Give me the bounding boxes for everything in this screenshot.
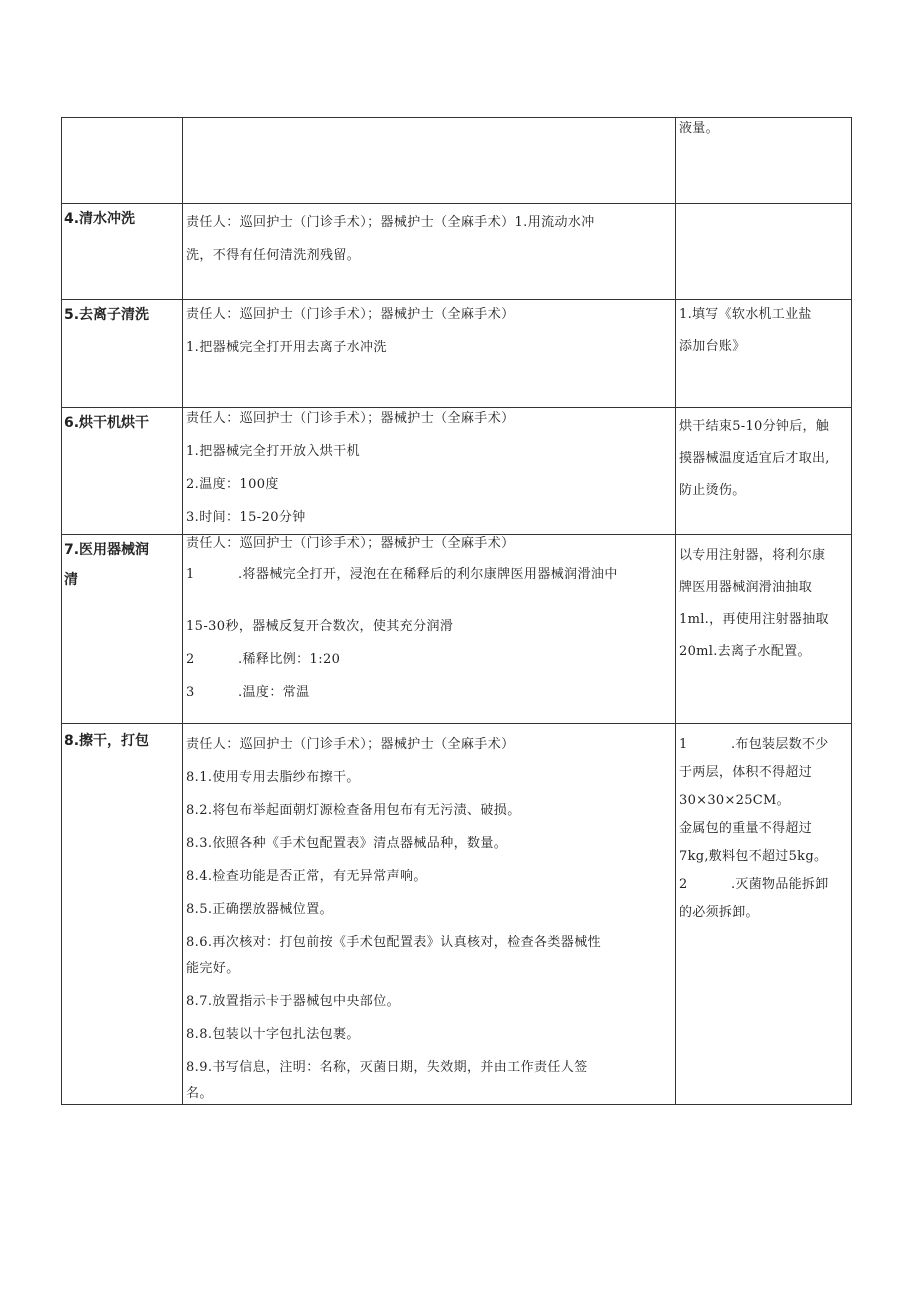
notes-cell [676,118,851,203]
step-cell [62,300,183,407]
detail-line: 责任人：巡回护士（门诊手术）；器械护士（全麻手术） [186,737,515,752]
list-number: 3 [186,685,195,700]
detail-line: 责任人：巡回护士（门诊手术）；器械护士（全麻手术） [186,411,515,426]
note-line: 防止烫伤。 [679,483,746,498]
note-line: 于两层，体积不得超过 [679,765,813,780]
step-cell [62,724,183,1104]
detail-line [186,645,675,678]
step-cell [62,204,183,299]
note-line: 摸器械温度适宜后才取出, [679,451,830,466]
notes-cell [676,408,851,534]
procedure-table [61,117,852,1105]
step-title: 7.医用器械润清 [64,542,150,588]
detail-line: 3.时间：15-20分钟 [186,510,306,525]
notes-cell [676,535,851,723]
details-cell [183,724,676,1104]
notes-cell [676,724,851,1104]
table-row [62,300,851,408]
note-line: 金属包的重量不得超过 [679,821,813,836]
note-line: 的必须拆卸。 [679,905,759,920]
list-text: .将器械完全打开，浸泡在在稀释后的利尔康牌医用器械润滑油中 [238,567,618,582]
detail-line: 8.4.检查功能是否正常，有无异常声响。 [186,869,427,884]
step-title: 6.烘干机烘干 [64,415,150,431]
table-row [62,724,851,1104]
details-cell [183,300,676,407]
details-cell [183,535,676,723]
list-number: 1 [679,737,688,752]
detail-line: 责任人：巡回护士（门诊手术）；器械护士（全麻手术）1.用流动水冲 [186,215,595,230]
list-number: 2 [186,652,195,667]
details-cell [183,204,676,299]
detail-line [186,562,675,612]
notes-cell [676,204,851,299]
list-text: .布包装层数不少 [731,737,829,752]
note-line: 液量。 [679,121,719,136]
step-cell [62,535,183,723]
detail-line: 8.5.正确摆放器械位置。 [186,902,334,917]
detail-line: 8.9.书写信息，注明：名称，灭菌日期，失效期，并由工作责任人签 [186,1060,588,1075]
detail-line: 1.把器械完全打开放入烘干机 [186,444,361,459]
list-number: 2 [679,877,688,892]
step-title: 4.清水冲洗 [64,211,136,227]
detail-line: 8.1.使用专用去脂纱布擦干。 [186,770,360,785]
list-text: .温度：常温 [238,685,310,700]
note-line: 添加台账》 [679,339,746,354]
note-line [679,870,849,898]
note-line: 以专用注射器，将利尔康 [679,548,826,563]
step-cell [62,118,183,203]
detail-line: 8.3.依照各种《手术包配置表》清点器械品种，数量。 [186,836,508,851]
step-title: 8.擦干，打包 [64,733,150,749]
details-cell [183,408,676,534]
detail-line: 2.温度：100度 [186,477,279,492]
table-row [62,535,851,724]
note-line: 1.填写《软水机工业盐 [679,307,812,322]
detail-line: 1.把器械完全打开用去离子水冲洗 [186,340,387,355]
detail-line: 8.6.再次核对：打包前按《手术包配置表》认真核对，检查各类器械性 [186,935,602,950]
detail-line: 能完好。 [186,961,240,976]
detail-line: 洗，不得有任何清洗剂残留。 [186,248,361,263]
step-cell [62,408,183,534]
notes-cell [676,300,851,407]
note-line: 30×30×25CM。 [679,793,790,808]
note-line: 烘干结束5-10分钟后，触 [679,419,830,434]
detail-line: 责任人：巡回护士（门诊手术）；器械护士（全麻手术） [186,536,515,551]
note-line: 1ml.，再使用注射器抽取 [679,612,829,627]
note-line: 7kg,敷料包不超过5kg。 [679,849,828,864]
detail-line: 15-30秒，器械反复开合数次，使其充分润滑 [186,619,454,634]
note-line: 牌医用器械润滑油抽取 [679,580,813,595]
detail-line [186,678,675,711]
details-cell [183,118,676,203]
table-row [62,408,851,535]
list-text: .灭菌物品能拆卸 [731,877,829,892]
table-row [62,118,851,204]
table-row [62,204,851,300]
list-number: 1 [186,567,195,582]
step-title: 5.去离子清洗 [64,307,150,323]
note-line [679,730,849,758]
list-text: .稀释比例：1:20 [238,652,341,667]
detail-line: 8.7.放置指示卡于器械包中央部位。 [186,994,401,1009]
detail-line: 8.8.包装以十字包扎法包裹。 [186,1027,360,1042]
detail-line: 名。 [186,1086,213,1101]
detail-line: 责任人：巡回护士（门诊手术）；器械护士（全麻手术） [186,307,515,322]
note-line: 20ml.去离子水配置。 [679,644,811,659]
detail-line: 8.2.将包布举起面朝灯源检查备用包布有无污渍、破损。 [186,803,521,818]
